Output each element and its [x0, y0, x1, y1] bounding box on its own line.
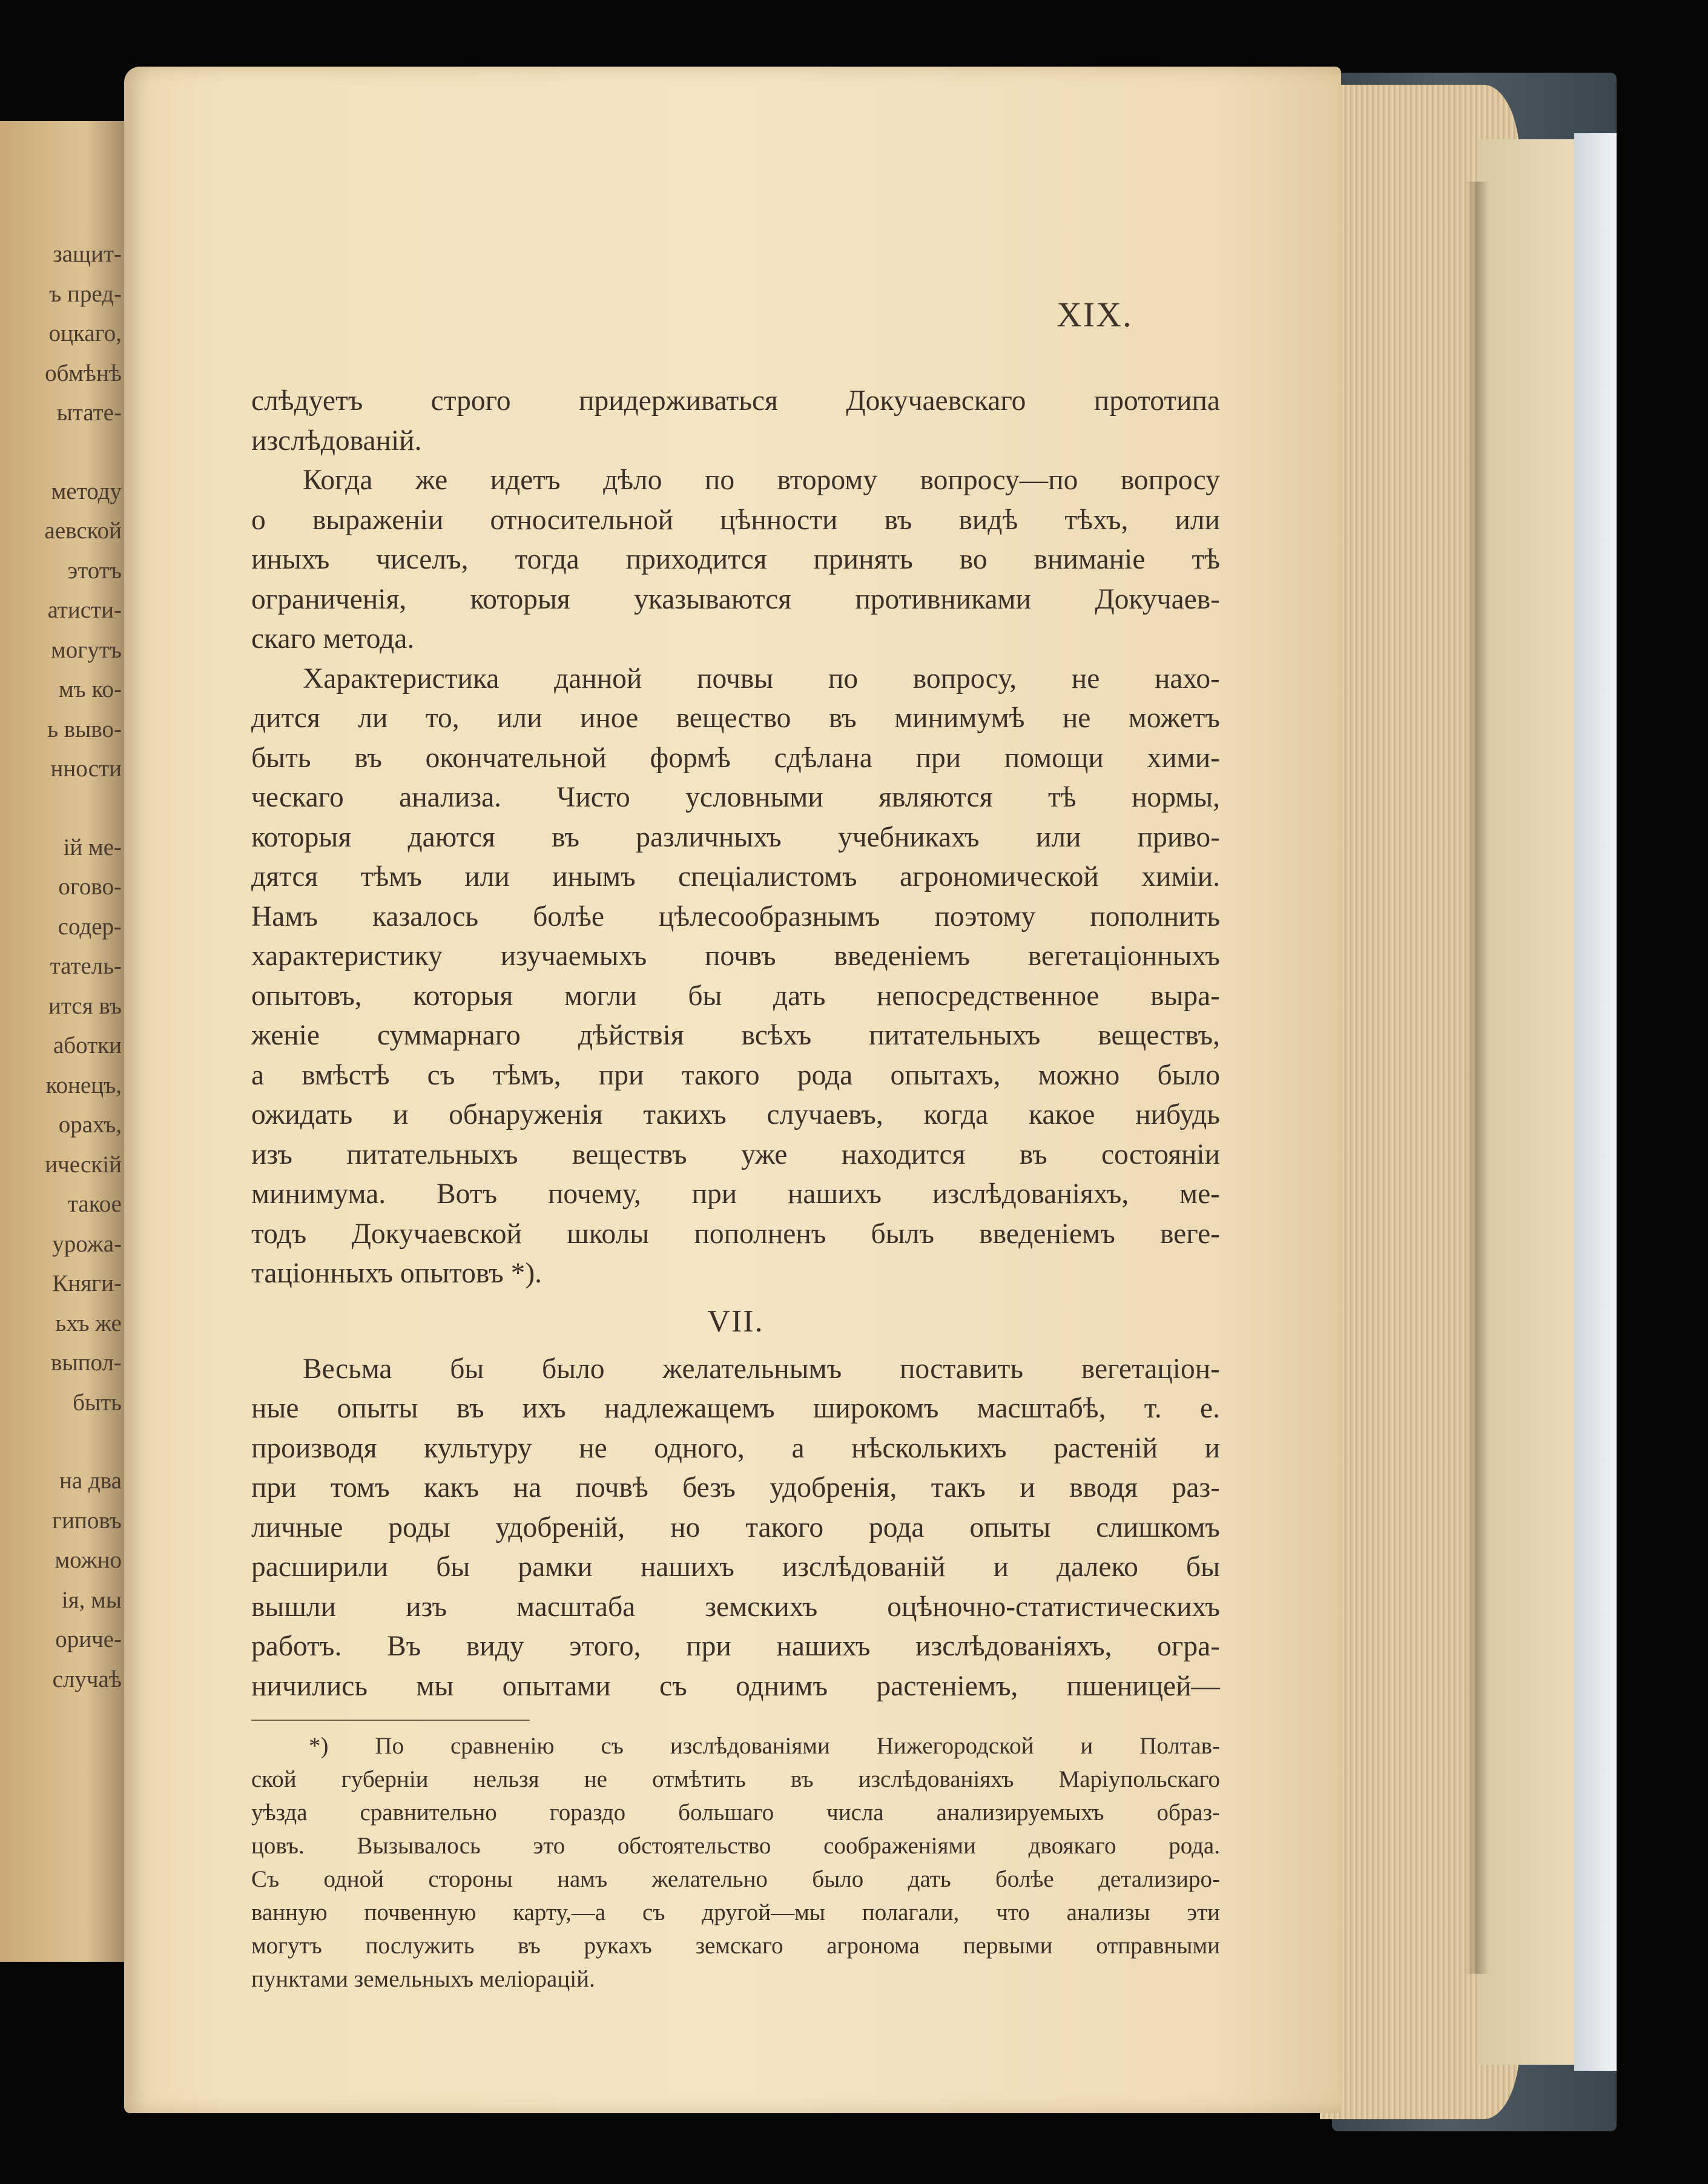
text-line: иныхъ чиселъ, тогда приходится принять во вниманіе тѣ	[251, 544, 1220, 575]
text-line: таціонныхъ опытовъ *).	[251, 1258, 542, 1289]
text-line: Характеристика данной почвы по вопросу, не нахо-	[303, 662, 1220, 694]
left-page-line: гиповъ	[52, 1507, 122, 1534]
left-page-line: конецъ,	[45, 1072, 122, 1098]
left-page-line: орахъ,	[58, 1112, 122, 1138]
text-line: о выраженіи относительной цѣнности въ видѣ тѣхъ, или	[251, 504, 1220, 536]
text-line: ничились мы опытами съ однимъ растеніемъ, пшеницей—	[251, 1670, 1220, 1702]
section-heading: VII.	[707, 1304, 764, 1339]
left-page-line: ическій	[45, 1151, 122, 1178]
text-line: опытовъ, которыя могли бы дать непосредственное выра-	[251, 980, 1220, 1012]
left-page-line: защит-	[53, 241, 122, 267]
paragraph-3	[251, 659, 1220, 1294]
text-line: расширили бы рамки нашихъ изслѣдованій и далеко бы	[251, 1551, 1220, 1583]
text-line: быть въ окончательной формѣ сдѣлана при помощи хими-	[251, 742, 1220, 774]
left-page-line: атисти-	[47, 597, 122, 623]
text-line: тодъ Докучаевской школы пополненъ былъ введеніемъ веге-	[251, 1218, 1220, 1250]
left-page-line: быть	[73, 1389, 122, 1416]
left-page-line: ъ пред-	[49, 280, 122, 307]
left-page-line: огово-	[58, 874, 122, 900]
text-line: скаго метода.	[251, 623, 415, 655]
left-page-line: нности	[50, 756, 122, 782]
left-page-line: можно	[54, 1547, 122, 1573]
text-block	[251, 381, 1220, 1996]
left-page-line: оричe-	[55, 1626, 122, 1652]
footnote-line: *) По сравненію съ изслѣдованіями Нижегородской и Полтав-	[309, 1733, 1220, 1759]
text-line: Весьма бы было желательнымъ поставить вегетаціон-	[303, 1353, 1220, 1385]
left-page-line: выпол-	[51, 1350, 122, 1376]
left-page-line: обмѣнѣ	[45, 360, 122, 386]
text-line: личные роды удобреній, но такого рода опыты слишкомъ	[251, 1511, 1220, 1543]
text-line: женіе суммарнаго дѣйствія всѣхъ питательныхъ веществъ,	[251, 1020, 1220, 1051]
text-line: ческаго анализа. Чисто условными являются тѣ нормы,	[251, 782, 1220, 813]
text-line: производя культуру не одного, а нѣсколькихъ растеній и	[251, 1432, 1220, 1464]
footnote-line: Съ одной стороны намъ желательно было дать болѣе детализиро-	[251, 1866, 1220, 1892]
text-line: вышли изъ масштаба земскихъ оцѣночно-статистическихъ	[251, 1591, 1220, 1623]
text-line: дится ли то, или иное вещество въ минимумѣ не можетъ	[251, 702, 1220, 734]
left-page-line: ьхъ же	[55, 1310, 122, 1336]
text-line: а вмѣстѣ съ тѣмъ, при такого рода опытахъ, можно было	[251, 1059, 1220, 1091]
text-line: ограниченія, которыя указываются противниками Докучаев-	[251, 583, 1220, 615]
left-page-line: ь выво-	[47, 716, 122, 742]
left-page-line: оцкаго,	[48, 320, 122, 346]
text-line: ожидать и обнаруженія такихъ случаевъ, когда какое нибудь	[251, 1099, 1220, 1130]
footnote-line: уѣзда сравнительно гораздо большаго числа анализируемыхъ образ-	[251, 1800, 1220, 1826]
left-page-line: ится въ	[48, 992, 122, 1019]
left-page-line: методу	[51, 478, 122, 504]
left-page-line: ія, мы	[61, 1586, 122, 1613]
paragraph-1	[251, 381, 1220, 461]
text-line: Намъ казалось болѣе цѣлесообразнымъ поэтому пополнить	[251, 900, 1220, 932]
footnote-line: могутъ послужить въ рукахъ земскаго агронома первыми отправными	[251, 1933, 1220, 1959]
text-line: изслѣдованій.	[251, 424, 422, 457]
text-line: которыя даются въ различныхъ учебникахъ или приво-	[251, 821, 1220, 853]
footnote-rule	[251, 1720, 530, 1721]
left-page-line: аевской	[44, 518, 122, 544]
text-line: слѣдуетъ строго придерживаться Докучаевскаго прототипа	[251, 385, 1220, 417]
left-page-line: случаѣ	[52, 1666, 122, 1692]
left-page-line: могутъ	[51, 636, 122, 663]
footnote-line: цовъ. Вызывалось это обстоятельство соображеніями двоякаго рода.	[251, 1833, 1220, 1859]
footnote-line: ванную почвенную карту,—а съ другой—мы полагали, что анализы эти	[251, 1899, 1220, 1925]
edge-sliver	[1574, 133, 1617, 2071]
left-page-line: на два	[59, 1468, 122, 1494]
text-line: ные опыты въ ихъ надлежащемъ широкомъ масштабѣ, т. е.	[251, 1393, 1220, 1424]
text-line: Когда же идетъ дѣло по второму вопросу—по вопросу	[303, 464, 1220, 496]
main-page	[124, 67, 1341, 2113]
text-line: характеристику изучаемыхъ почвъ введеніемъ вегетаціонныхъ	[251, 940, 1220, 972]
left-page-line: такое	[67, 1191, 122, 1217]
text-line: работъ. Въ виду этого, при нашихъ изслѣдованіяхъ, огра-	[251, 1631, 1220, 1662]
text-line: минимума. Вотъ почему, при нашихъ изслѣдованіяхъ, ме-	[251, 1178, 1220, 1210]
left-page-line: аботки	[53, 1032, 122, 1058]
text-line: дятся тѣмъ или инымъ спеціалистомъ агрономической химіи.	[251, 861, 1220, 892]
paragraph-2	[251, 461, 1220, 659]
left-page-line: ытате-	[56, 400, 122, 426]
left-page	[0, 121, 130, 1962]
text-line: при томъ какъ на почвѣ безъ удобренія, такъ и вводя раз-	[251, 1472, 1220, 1503]
left-page-line: содер-	[58, 913, 122, 940]
footnote	[251, 1729, 1220, 1996]
stack-shadow	[1465, 182, 1489, 1974]
footnote-line: ской губерніи нельзя не отмѣтить въ изслѣдованіяхъ Маріупольскаго	[251, 1766, 1220, 1792]
left-page-line: Княги-	[52, 1270, 122, 1296]
left-page-line: мъ ко-	[58, 676, 122, 702]
text-line: изъ питательныхъ веществъ уже находится въ состояніи	[251, 1138, 1220, 1170]
footnote-line: пунктами земельныхъ меліорацій.	[251, 1966, 595, 1992]
left-page-line: этотъ	[67, 557, 122, 584]
page-number: XIX.	[1057, 295, 1133, 334]
left-page-line: татель-	[50, 953, 122, 979]
paragraph-4	[251, 1350, 1220, 1707]
left-page-line: ій ме-	[63, 834, 122, 860]
left-page-line: урожа-	[52, 1230, 122, 1257]
